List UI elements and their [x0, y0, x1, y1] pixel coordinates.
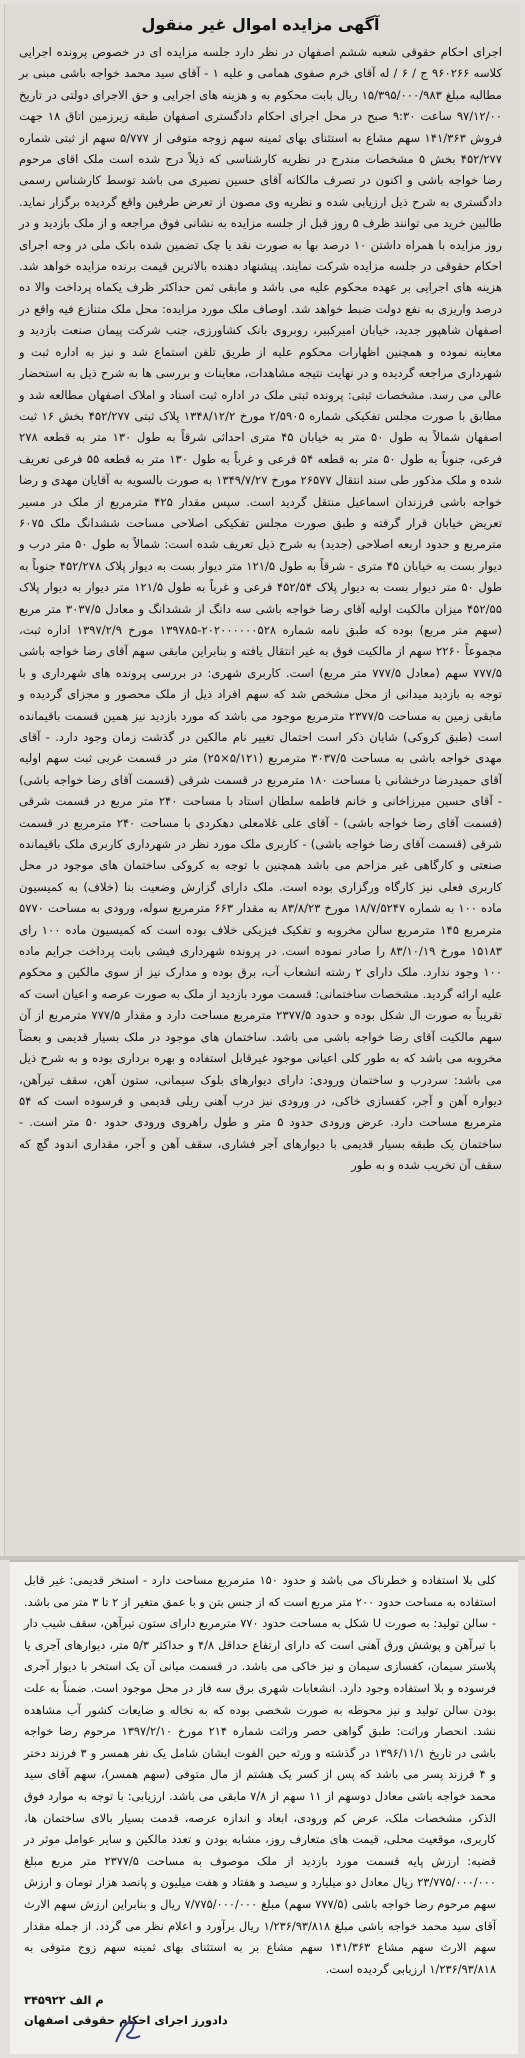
notice-title: آگهی مزایده اموال غیر منقول: [141, 15, 380, 34]
pen-mark-icon: [110, 2012, 150, 2052]
notice-body-bottom: کلی بلا استفاده و خطرناک می باشد و حدود ۱۵۰ مترمربع مساحت دارد - استخر قدیمی: غیر قابل استفاده به مساحت حدود ۲۰۰ متر مربع است که از جنس بتن و با عمق متغیر از ۲ تا ۳ متر می باشد. - سالن تولید: به صورت U شکل به مساحت حدود ۷۷۰ مترمربع دارای ستون تیرآهن، سقف شیب دار با تیرآهن و پوشش ورق آهنی است که دارای ارتفاع حداقل ۴/۸ و حداکثر ۵/۳ متر، دیوارهای آجری یا پلاستر سیمان، کفسازی سیمان و نیز خاکی می باشد. در قسمت میانی آن یک استخر با دیوار آجری فرسوده و بلا استفاده وجود دارد. انشعابات شهری برق سه فاز در محل موجود است. ضمناً به علت بودن سالن تولید و نیز محوطه به صورت شخصی بوده که به نخاله و ضایعات کشور آب مشاهده نشد. انحصار وراثت: طبق گواهی حصر وراثت شماره ۲۱۴ مورخ ۱۳۹۷/۲/۱۰ مرحوم رضا خواجه باشی در تاریخ ۱۳۹۶/۱۱/۱ در گذشته و ورثه حین الفوت ایشان شامل یک نفر همسر و ۳ فرزند دختر و ۴ فرزند پسر می باشد که پس از کسر یک هشتم از مال متوفی (سهم همسر)، سهم آقای سید محمد خواجه باشی معادل دوسهم از ۱۱ سهم از ۷/۸ مابقی می باشد. ارزیابی: با توجه به موارد فوق الذکر، مشخصات ملک، عرض کم ورودی، ابعاد و اندازه عرصه، قدمت بسیار بالای ساختمان ها، کاربری، موقعیت محلی، قیمت های متعارف روز، مشابه بودن و تعدد مالکین و سایر عوامل موثر در قضیه: ارزش پایه قسمت مورد بازدید از ملک موصوف به مساحت ۲۳۷۷/۵ متر مربع مبلغ ۲۳/۷۷۵/۰۰۰/۰۰۰ ریال معادل دو میلیارد و سیصد و هفتاد و هفت میلیون و پانصد هزار تومان و ارزش سهم مرحوم رضا خواجه باشی (۷۷۷/۵ سهم) مبلغ ۷/۷۷۵/۰۰۰/۰۰۰ ریال و بنابراین ارزش سهم الارث آقای سید محمد خواجه باشی مبلغ ۱/۲۳۶/۹۳/۸۱۸ ریال برآورد و اعلام نظر می گردد. از جمله مقدار سهم الارث سهم مشاع ۱۴۱/۳۶۳ سهم مشاع بر به استثنای بهای ثمینه سهم زوج متوفی به ۱/۲۳۶/۹۳/۸۱۸ ارزیابی گردیده است.: [24, 1573, 497, 1976]
notice-bottom-column: [10, 1560, 518, 2054]
notice-top-column: [4, 4, 520, 1556]
notice-signoff: [24, 1990, 496, 2030]
notice-reference: م الف ۳۴۵۹۲۲: [24, 1993, 104, 2008]
notice-signature: دادورز اجرای احکام حقوقی اصفهان: [24, 2013, 228, 2028]
notice-body-top: اجرای احکام حقوقی شعبه ششم اصفهان در نظر دارد جلسه مزایده ای در خصوص پرونده اجرایی کلاسه ۹۶۰۲۶۶ ج / ۶ / له آقای خرم صفوی همامی و علیه ۱ - آقای سید محمد خواجه باشی مبنی بر مطالبه مبلغ ۱۵/۳۹۵/۰۰۰/۹۸۳ ریال بابت محکوم به و هزینه های اجرایی و حق الاجرای دولتی در تاریخ ۹۷/۱۲/۰۰ ساعت ۹:۳۰ صبح در محل اجرای احکام دادگستری اصفهان طبقه زیرزمین اتاق ۱۸ جهت فروش ۱۴۱/۳۶۳ سهم مشاع به استثنای بهای ثمینه سهم زوجه متوفی از ۵/۷۷۷ سهم از ثبتی شماره ۴۵۲/۲۷۷ بخش ۵ مشخصات مندرج در نظریه کارشناسی که ذیلاً درج شده است ملک اقای مرحوم رضا خواجه باشی و اکنون در تصرف مالکانه آقای حسین نصیری می باشد توسط کارشناس رسمی دادگستری به شرح ذیل ارزیابی شده و نظریه وی مصون از تعرض طرفین واقع گردیده برگزار نماید. طالبین خرید می توانند ظرف ۵ روز قبل از جلسه مزایده به نشانی فوق مراجعه و از ملک بازدید و در روز مزایده با همراه داشتن ۱۰ درصد بها به صورت نقد یا چک تضمین شده بانک ملی در وجه اجرای احکام حقوقی در جلسه مزایده شرکت نمایند. پیشنهاد دهنده بالاترین قیمت برنده مزایده خواهد شد. هزینه های اجرایی بر عهده محکوم علیه می باشد و مابقی ثمن حداکثر ظرف یکماه پرداخت والا ده درصد واریزی به نفع دولت ضبط خواهد شد. اوصاف ملک مورد مزایده: محل ملک متنازع فیه واقع در اصفهان شاهپور جدید، خیابان امیرکبیر، روبروی بانک کشاورزی، جنب شرکت پیمان صنعت بازدید و معاینه نموده و همچنین اظهارات محکوم علیه از طریق تلفن استماع شد و نیز به اداره ثبت و شهرداری مراجعه گردیده و در نهایت نتیجه مشاهدات، معاینات و بررسی ها به شرح ذیل به استحضار عالی می رسد. مشخصات ثبتی: پرونده ثبتی ملک در اداره ثبت اسناد و املاک اصفهان مطالعه شد و مطابق با صورت مجلس تفکیکی شماره ۲/۵۹۰۵ مورخ ۱۳۴۸/۱۲/۲ پلاک ثبتی ۴۵۲/۲۷۷ بخش ۱۶ ثبت اصفهان شمالاً به طول ۵۰ متر به خیابان ۴۵ متری احداثی شرقاً به طول ۱۳۰ متر به قطعه ۲۷۸ فرعی، جنوباً به طول ۵۰ متر به قطعه ۵۴ فرعی و غرباً به طول ۱۳۰ متر به قطعه ۵۵ فرعی تعریف شده و ملک مذکور طی سند انتقال ۲۶۵۷۷ مورخ ۱۳۴۹/۷/۲۷ به صورت بالسویه به آقایان مهدی و رضا خواجه باشی فرزندان اسماعیل منتقل گردید است. سپس مقدار ۴۲۵ مترمربع از ملک در مسیر تعریض خیابان قرار گرفته و طبق صورت مجلس تفکیکی اصلاحی مساحت ششدانگ ملک ۶۰۷۵ مترمربع و حدود اربعه اصلاحی (جدید) به شرح ذیل تعریف شده است: شمالاً به طول ۵۰ متر درب و دیوار بست به خیابان ۴۵ متری - شرقاً به طول ۱۲۱/۵ متر دیوار بست به دیوار پلاک ۴۵۲/۲۷۸ جنوباً به طول ۵۰ متر دیوار بست به دیوار پلاک ۴۵۲/۵۴ فرعی و غرباً به طول ۱۲۱/۵ متر دیوار به دیوار پلاک ۴۵۲/۵۵ میزان مالکیت اولیه آقای رضا خواجه باشی سه دانگ از ششدانگ و معادل ۳۰۳۷/۵ متر مربع (سهم متر مربع) بوده که طبق نامه شماره ۲۰۲۰۰۰۰۰۰۵۲۸-۱۳۹۷۸۵ مورخ ۱۳۹۷/۲/۹ اداره ثبت، مجموعاً ۲۲۶۰ سهم از مالکیت فوق به غیر انتقال یافته و بنابراین مابقی سهم آقای رضا خواجه باشی ۷۷۷/۵ سهم (معادل ۷۷۷/۵ متر مربع) است. کاربری شهری: در بررسی پرونده های شهرداری و با توجه به بازدید میدانی از محل مشخص شد که سهم افراد ذیل از ملک محصور و مجزای گردیده و مابقی زمین به مساحت ۲۳۷۷/۵ مترمربع موجود می باشد که مورد بازدید نیز همین قسمت باقیمانده است (طبق کروکی) شایان ذکر است احتمال تغییر نام مالکین در گذشت زمان وجود دارد. - آقای مهدی خواجه باشی به مساحت ۳۰۳۷/۵ مترمربع (۵/۱۲۱×۲۵) متر در قسمت غربی ثبت سهم اولیه آقای حمیدرضا درخشانی با مساحت ۱۸۰ مترمربع در قسمت شرقی (قسمت آقای رضا خواجه باشی) - آقای حسین میرزاخانی و خانم فاطمه سلطان استاد با مساحت ۲۴۰ متر مربع در قسمت شرقی (قسمت آقای رضا خواجه باشی) - آقای علی غلامعلی دهکردی با مساحت ۲۴۰ مترمربع در قسمت شرقی (قسمت آقای رضا خواجه باشی) - کاربری ملک مورد نظر در شهرداری کاربری ملک باقیمانده صنعتی و کارگاهی غیر مزاحم می باشد همچنین با توجه به کروکی ساختمان های موجود در محل کاربری فعلی نیز کارگاه ورگزاری بوده است. ملک دارای گزارش وضعیت بنا (خلاف) به کمیسیون ماده ۱۰۰ به شماره ۱۸/۷/۵۲۴۷ مورخ ۸۳/۸/۲۳ به مقدار ۶۶۳ مترمربع سوله، ورودی به مساحت ۵۷۷۰ مترمربع ۱۴۵ مترمربع سالن مخروبه و تفکیک فیزیکی خلاف بوده است که کمیسیون ماده ۱۰۰ رای ۱۵۱۸۳ مورخ ۸۳/۱۰/۱۹ را صادر نموده است. در پرونده شهرداری فیشی بابت پرداخت جرایم ماده ۱۰۰ وجود ندارد. ملک دارای ۲ رشته انشعاب آب، برق بوده و مدارک نیز از سوی مالکین و محکوم علیه ارائه گردید. مشخصات ساختمانی: قسمت مورد بازدید از ملک به صورت عرصه و اعیان است که تقریباً به صورت ال شکل بوده و حدود ۲۳۷۷/۵ مترمربع مساحت دارد و مقدار ۷۷۷/۵ مترمربع از آن سهم مالکیت آقای رضا خواجه باشی می باشد. ساختمان های موجود در ملک بسیار قدیمی و بعضاً مخروبه می باشد که به طور کلی اعیانی موجود غیرقابل استفاده و بهره برداری بوده و به شرح ذیل می باشد: سردرب و ساختمان ورودی: دارای دیوارهای بلوک سیمانی، ستون آهن، سقف تیرآهن، دیواره آهن و آجر، کفسازی خاکی، در ورودی نیز درب آهنی ریلی قدیمی و فرسوده است که ۵۴ مترمربع مساحت دارد. عرض ورودی حدود ۵ متر و طول راهروی ورودی حدود ۵۰ متر است. - ساختمان یک طبقه بسیار قدیمی با دیوارهای آجر فشاری، سقف آهن و آجر، مقداری اندود گچ که سقف آن تخریب شده و به طور: [19, 45, 503, 1173]
